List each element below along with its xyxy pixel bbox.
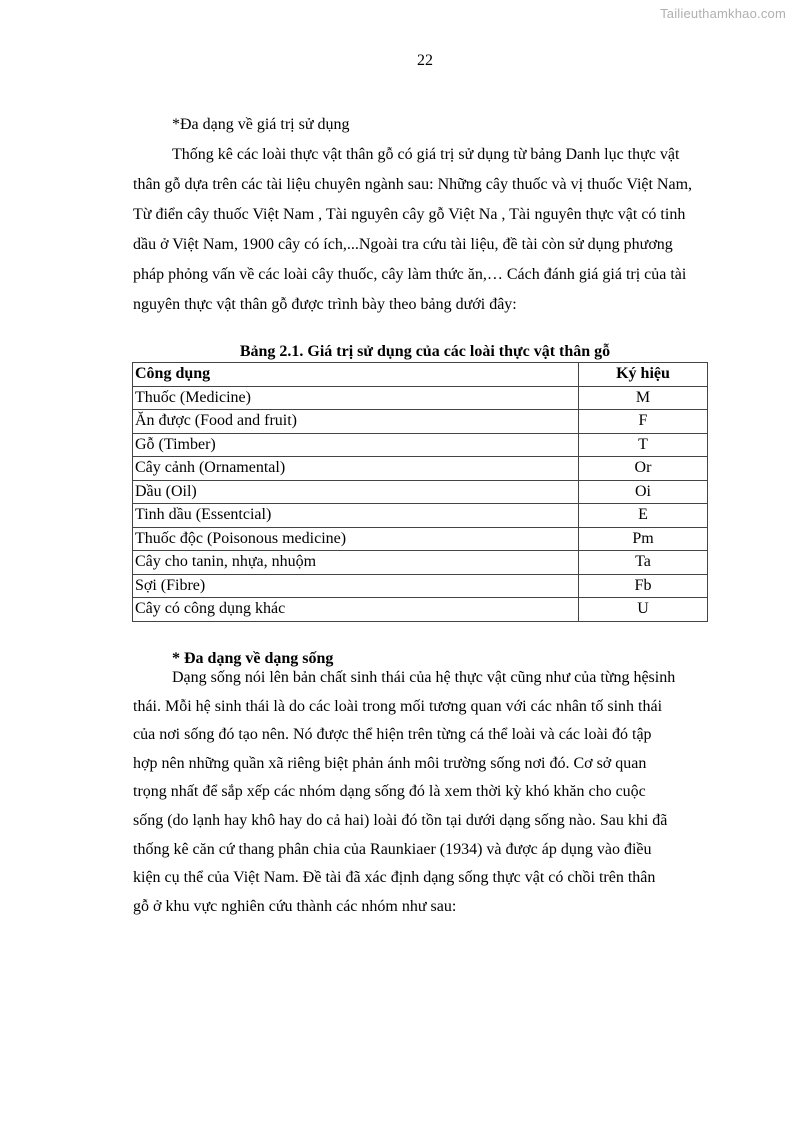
paragraph-line: dầu ở Việt Nam, 1900 cây có ích,...Ngoài tra cứu tài liệu, đề tài còn sử dụng phương (133, 236, 673, 253)
cell-symbol: Or (579, 457, 708, 481)
cell-symbol: E (579, 504, 708, 528)
cell-symbol: F (579, 410, 708, 434)
cell-usage: Thuốc (Medicine) (133, 386, 579, 410)
table-title: Bảng 2.1. Giá trị sử dụng của các loài thực vật thân gỗ (239, 343, 611, 360)
cell-symbol: U (579, 598, 708, 622)
cell-usage: Dầu (Oil) (133, 480, 579, 504)
paragraph-line: trọng nhất để sắp xếp các nhóm dạng sống đó là xem thời kỳ khó khăn cho cuộc (133, 783, 646, 801)
cell-usage: Tinh dầu (Essentcial) (133, 504, 579, 528)
table-row (133, 433, 708, 457)
table-row (133, 410, 708, 434)
header-symbol: Ký hiệu (579, 363, 708, 387)
paragraph-line: sống (do lạnh hay khô hay do cả hai) loài đó tồn tại dưới dạng sống nào. Sau khi đã (133, 811, 668, 829)
paragraph-life-form (133, 664, 718, 921)
cell-symbol: Ta (579, 551, 708, 575)
paragraph-line: thân gỗ dựa trên các tài liệu chuyên ngành sau: Những cây thuốc và vị thuốc Việt Nam, (133, 176, 693, 193)
paragraph-line: pháp phỏng vấn về các loài cây thuốc, cây làm thức ăn,… Cách đánh giá giá trị của tài (133, 266, 687, 283)
paragraph-line: thống kê căn cứ thang phân chia của Raunkiaer (1934) và được áp dụng vào điều (133, 840, 652, 858)
paragraph-line: Thống kê các loài thực vật thân gỗ có giá trị sử dụng từ bảng Danh lục thực vật (172, 146, 680, 163)
table-row (133, 386, 708, 410)
usage-value-table (132, 362, 708, 622)
cell-usage: Thuốc độc (Poisonous medicine) (133, 527, 579, 551)
cell-usage: Cây cho tanin, nhựa, nhuộm (133, 551, 579, 575)
cell-symbol: T (579, 433, 708, 457)
paragraph-line: kiện cụ thể của Việt Nam. Đề tài đã xác định dạng sống thực vật có chồi trên thân (133, 869, 656, 887)
cell-symbol: Pm (579, 527, 708, 551)
table-row (133, 457, 708, 481)
cell-usage: Ăn được (Food and fruit) (133, 410, 579, 434)
cell-symbol: M (579, 386, 708, 410)
table-row (133, 598, 708, 622)
cell-usage: Sợi (Fibre) (133, 574, 579, 598)
table-header-row (133, 363, 708, 387)
watermark: Tailieuthamkhao.com (660, 6, 786, 21)
table-row (133, 480, 708, 504)
cell-usage: Cây có công dụng khác (133, 598, 579, 622)
paragraph-line: Dạng sống nói lên bản chất sinh thái của hệ thực vật cũng như của từng hệsinh (172, 669, 676, 686)
table-row (133, 551, 708, 575)
paragraph-line: hợp nên những quần xã riêng biệt phản ánh môi trường sống nơi đó. Cơ sở quan (133, 754, 647, 772)
paragraph-usage-value (133, 140, 718, 320)
cell-usage: Cây cảnh (Ornamental) (133, 457, 579, 481)
cell-symbol: Fb (579, 574, 708, 598)
header-usage: Công dụng (133, 363, 579, 387)
table-row (133, 527, 708, 551)
cell-usage: Gỗ (Timber) (133, 433, 579, 457)
paragraph-line: Từ điển cây thuốc Việt Nam , Tài nguyên cây gỗ Việt Na , Tài nguyên thực vật có tinh (133, 206, 686, 223)
table-row (133, 504, 708, 528)
paragraph-line: của nơi sống đó tạo nên. Nó được thể hiện trên từng cá thể loài và các loài đó tập (133, 726, 652, 744)
paragraph-line: nguyên thực vật thân gỗ được trình bày theo bảng dưới đây: (133, 296, 517, 313)
page-number: 22 (417, 52, 433, 69)
table-row (133, 574, 708, 598)
section-heading-usage-value: *Đa dạng về giá trị sử dụng (172, 116, 350, 133)
paragraph-line: thái. Mỗi hệ sinh thái là do các loài trong mối tương quan với các nhân tố sinh thái (133, 697, 663, 715)
paragraph-line: gỗ ở khu vực nghiên cứu thành các nhóm như sau: (133, 897, 457, 915)
section-heading-life-form: * Đa dạng về dạng sống (172, 650, 334, 667)
cell-symbol: Oi (579, 480, 708, 504)
